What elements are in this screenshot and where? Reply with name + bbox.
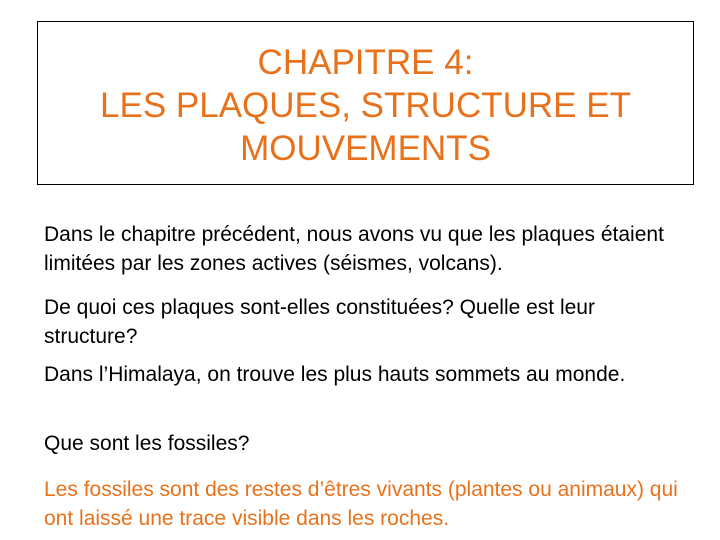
chapter-title-line-1: CHAPITRE 4:: [257, 42, 474, 82]
paragraph-fossils-definition: Les fossiles sont des restes d’êtres vivants (plantes ou animaux) qui ont laissé une trace visible dans les roches.: [44, 478, 678, 530]
chapter-title-line-3: MOUVEMENTS: [240, 128, 491, 168]
paragraph-intro: Dans le chapitre précédent, nous avons vu que les plaques étaient limitées par les zones actives (séismes, volcans).: [44, 223, 664, 275]
title-box: [37, 21, 694, 185]
paragraph-question-fossils: Que sont les fossiles?: [44, 432, 250, 455]
paragraph-himalaya: Dans l’Himalaya, on trouve les plus hauts sommets au monde.: [44, 363, 626, 386]
paragraph-question-structure: De quoi ces plaques sont-elles constituées? Quelle est leur structure?: [44, 296, 595, 348]
chapter-title-line-2: LES PLAQUES, STRUCTURE ET: [100, 85, 631, 125]
